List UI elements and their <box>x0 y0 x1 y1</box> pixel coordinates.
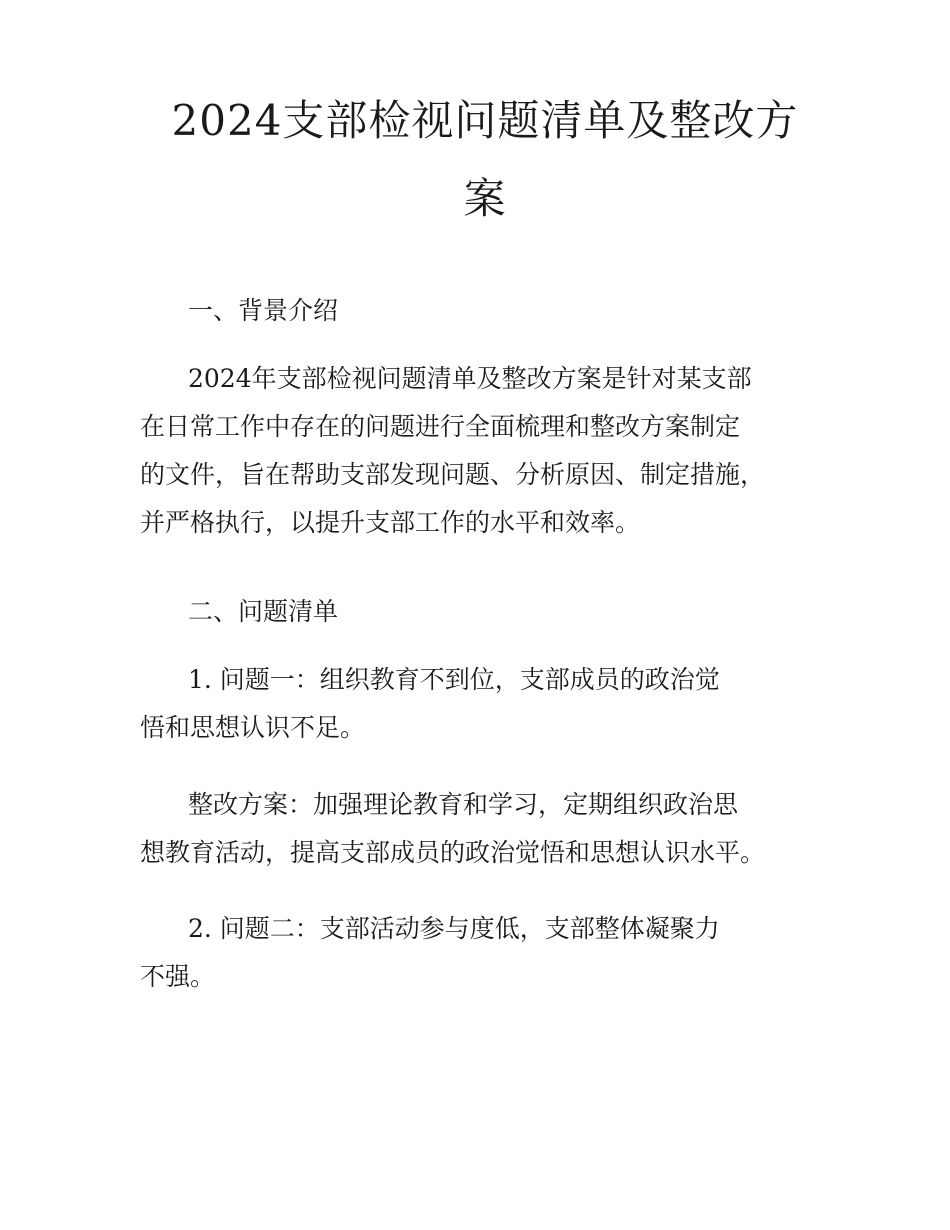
paragraph-line: 并严格执行，以提升支部工作的水平和效率。 <box>140 508 641 537</box>
paragraph-line: 不强。 <box>140 962 216 991</box>
paragraph-line: 1. 问题一：组织教育不到位，支部成员的政治觉 <box>188 665 720 694</box>
paragraph-line: 想教育活动，提高支部成员的政治觉悟和思想认识水平。 <box>140 838 766 867</box>
paragraph-line: 悟和思想认识不足。 <box>140 713 366 742</box>
paragraph-line: 在日常工作中存在的问题进行全面梳理和整改方案制定 <box>140 412 741 441</box>
fix-1-paragraph <box>140 781 835 877</box>
background-paragraph <box>140 355 835 547</box>
document-title-line-2: 案 <box>463 174 507 223</box>
paragraph-line: 的文件，旨在帮助支部发现问题、分析原因、制定措施， <box>140 460 766 489</box>
section-heading-background <box>140 287 835 335</box>
heading-text: 一、背景介绍 <box>188 296 339 325</box>
paragraph-line: 2024年支部检视问题清单及整改方案是针对某支部 <box>188 364 752 393</box>
paragraph-line: 2. 问题二：支部活动参与度低，支部整体凝聚力 <box>188 914 720 943</box>
paragraph-line: 整改方案：加强理论教育和学习，定期组织政治思 <box>188 790 739 819</box>
issue-1-paragraph <box>140 656 835 752</box>
heading-text: 二、问题清单 <box>188 597 339 626</box>
issue-2-paragraph <box>140 905 835 1001</box>
document-title-line-1: 2024支部检视问题清单及整改方 <box>171 96 799 145</box>
section-heading-issues <box>140 588 835 636</box>
